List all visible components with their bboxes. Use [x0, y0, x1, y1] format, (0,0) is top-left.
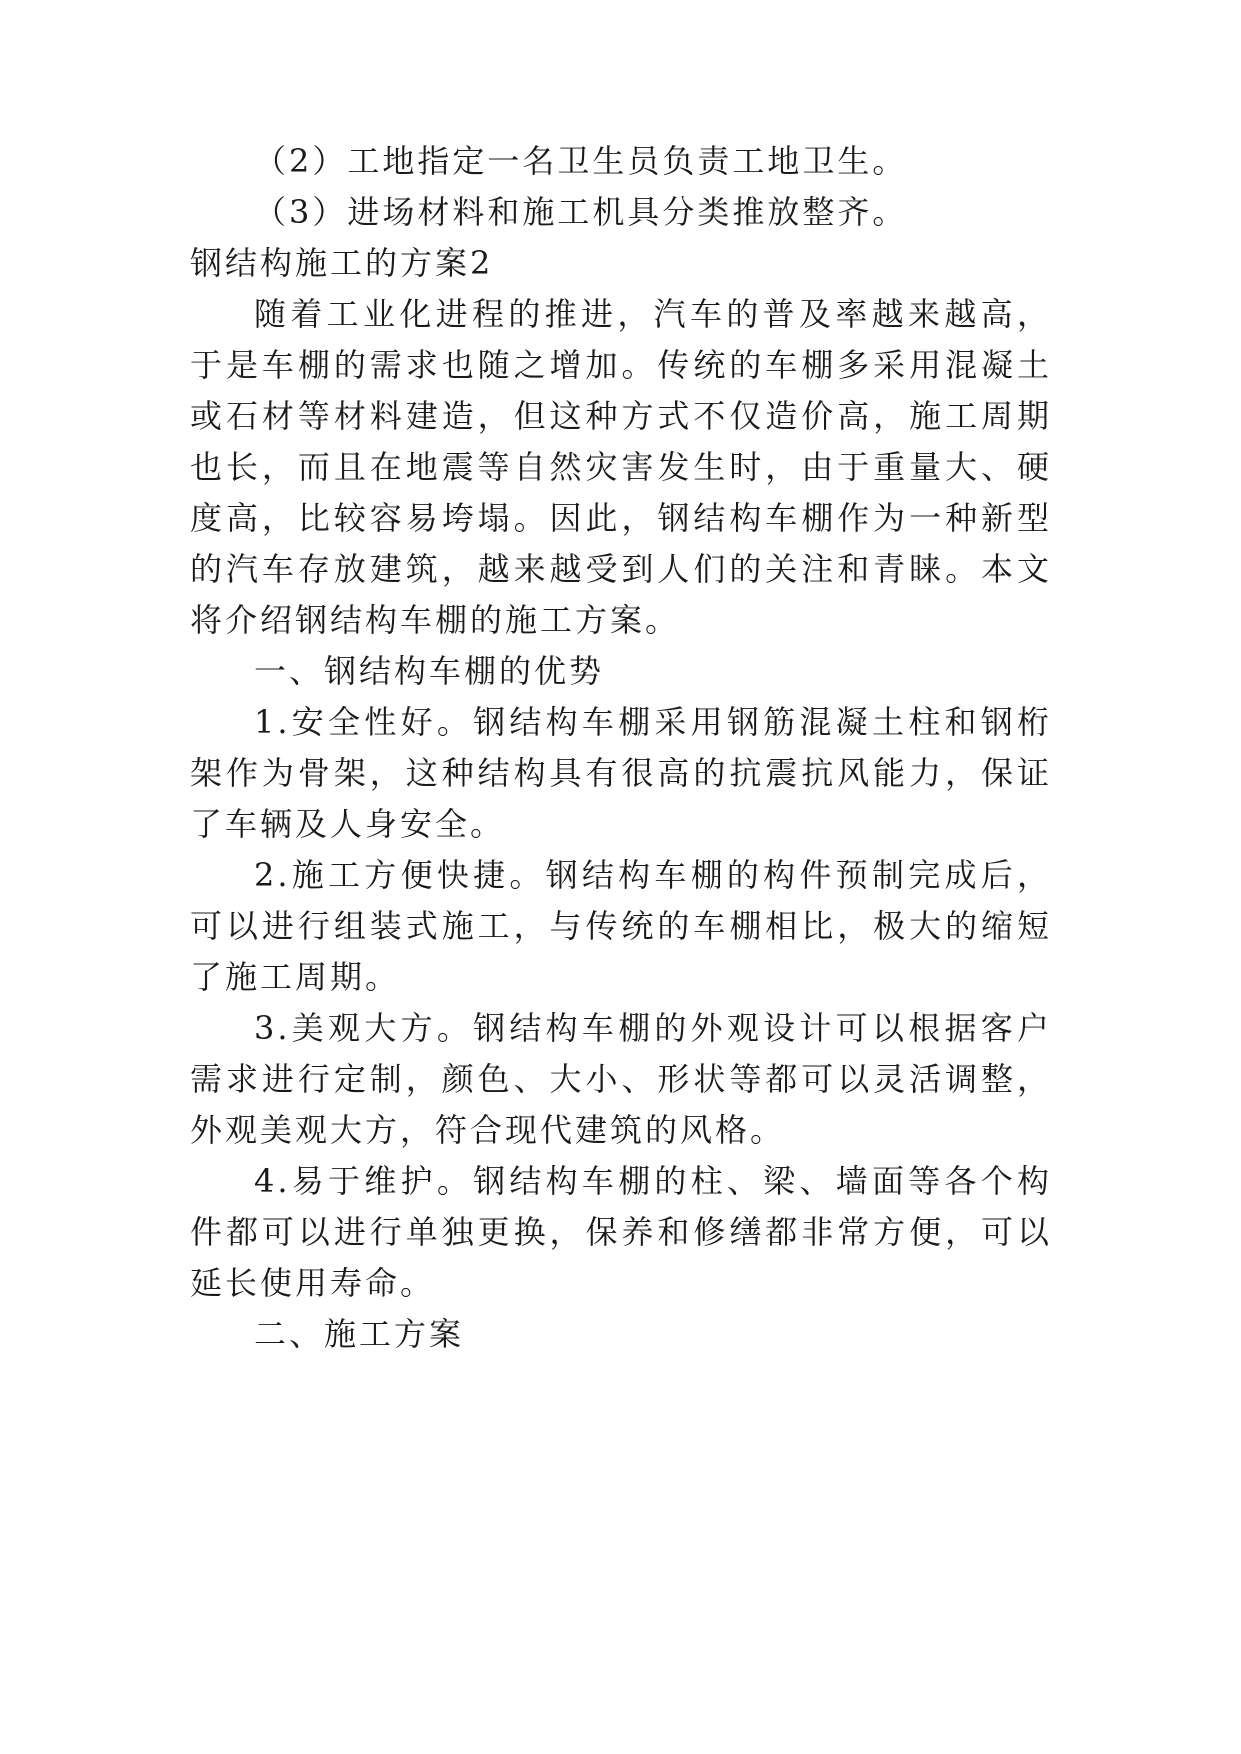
subheading-construction-plan: 二、施工方案 [254, 1315, 465, 1353]
document-page [190, 136, 1052, 1360]
paragraph-material-storage: （3）进场材料和施工机具分类推放整齐。 [254, 193, 908, 231]
subheading-advantages: 一、钢结构车棚的优势 [254, 652, 605, 690]
list-item-maintenance: 4.易于维护。钢结构车棚的柱、梁、墙面等各个构件都可以进行单独更换，保养和修缮都非常方便，可以延长使用寿命。 [190, 1162, 1052, 1302]
section-heading: 钢结构施工的方案2 [190, 244, 494, 282]
list-item-construction-speed: 2.施工方便快捷。钢结构车棚的构件预制完成后，可以进行组装式施工，与传统的车棚相比，极大的缩短了施工周期。 [190, 856, 1052, 996]
list-item-safety: 1.安全性好。钢结构车棚采用钢筋混凝土柱和钢桁架作为骨架，这种结构具有很高的抗震抗风能力，保证了车辆及人身安全。 [190, 703, 1052, 843]
paragraph-introduction: 随着工业化进程的推进，汽车的普及率越来越高，于是车棚的需求也随之增加。传统的车棚多采用混凝土或石材等材料建造，但这种方式不仅造价高，施工周期也长，而且在地震等自然灾害发生时，由于重量大、硬度高，比较容易垮塌。因此，钢结构车棚作为一种新型的汽车存放建筑，越来越受到人们的关注和青睐。本文将介绍钢结构车棚的施工方案。 [190, 295, 1052, 639]
paragraph-hygiene-officer: （2）工地指定一名卫生员负责工地卫生。 [254, 142, 908, 180]
list-item-appearance: 3.美观大方。钢结构车棚的外观设计可以根据客户需求进行定制，颜色、大小、形状等都可以灵活调整，外观美观大方，符合现代建筑的风格。 [190, 1009, 1052, 1149]
